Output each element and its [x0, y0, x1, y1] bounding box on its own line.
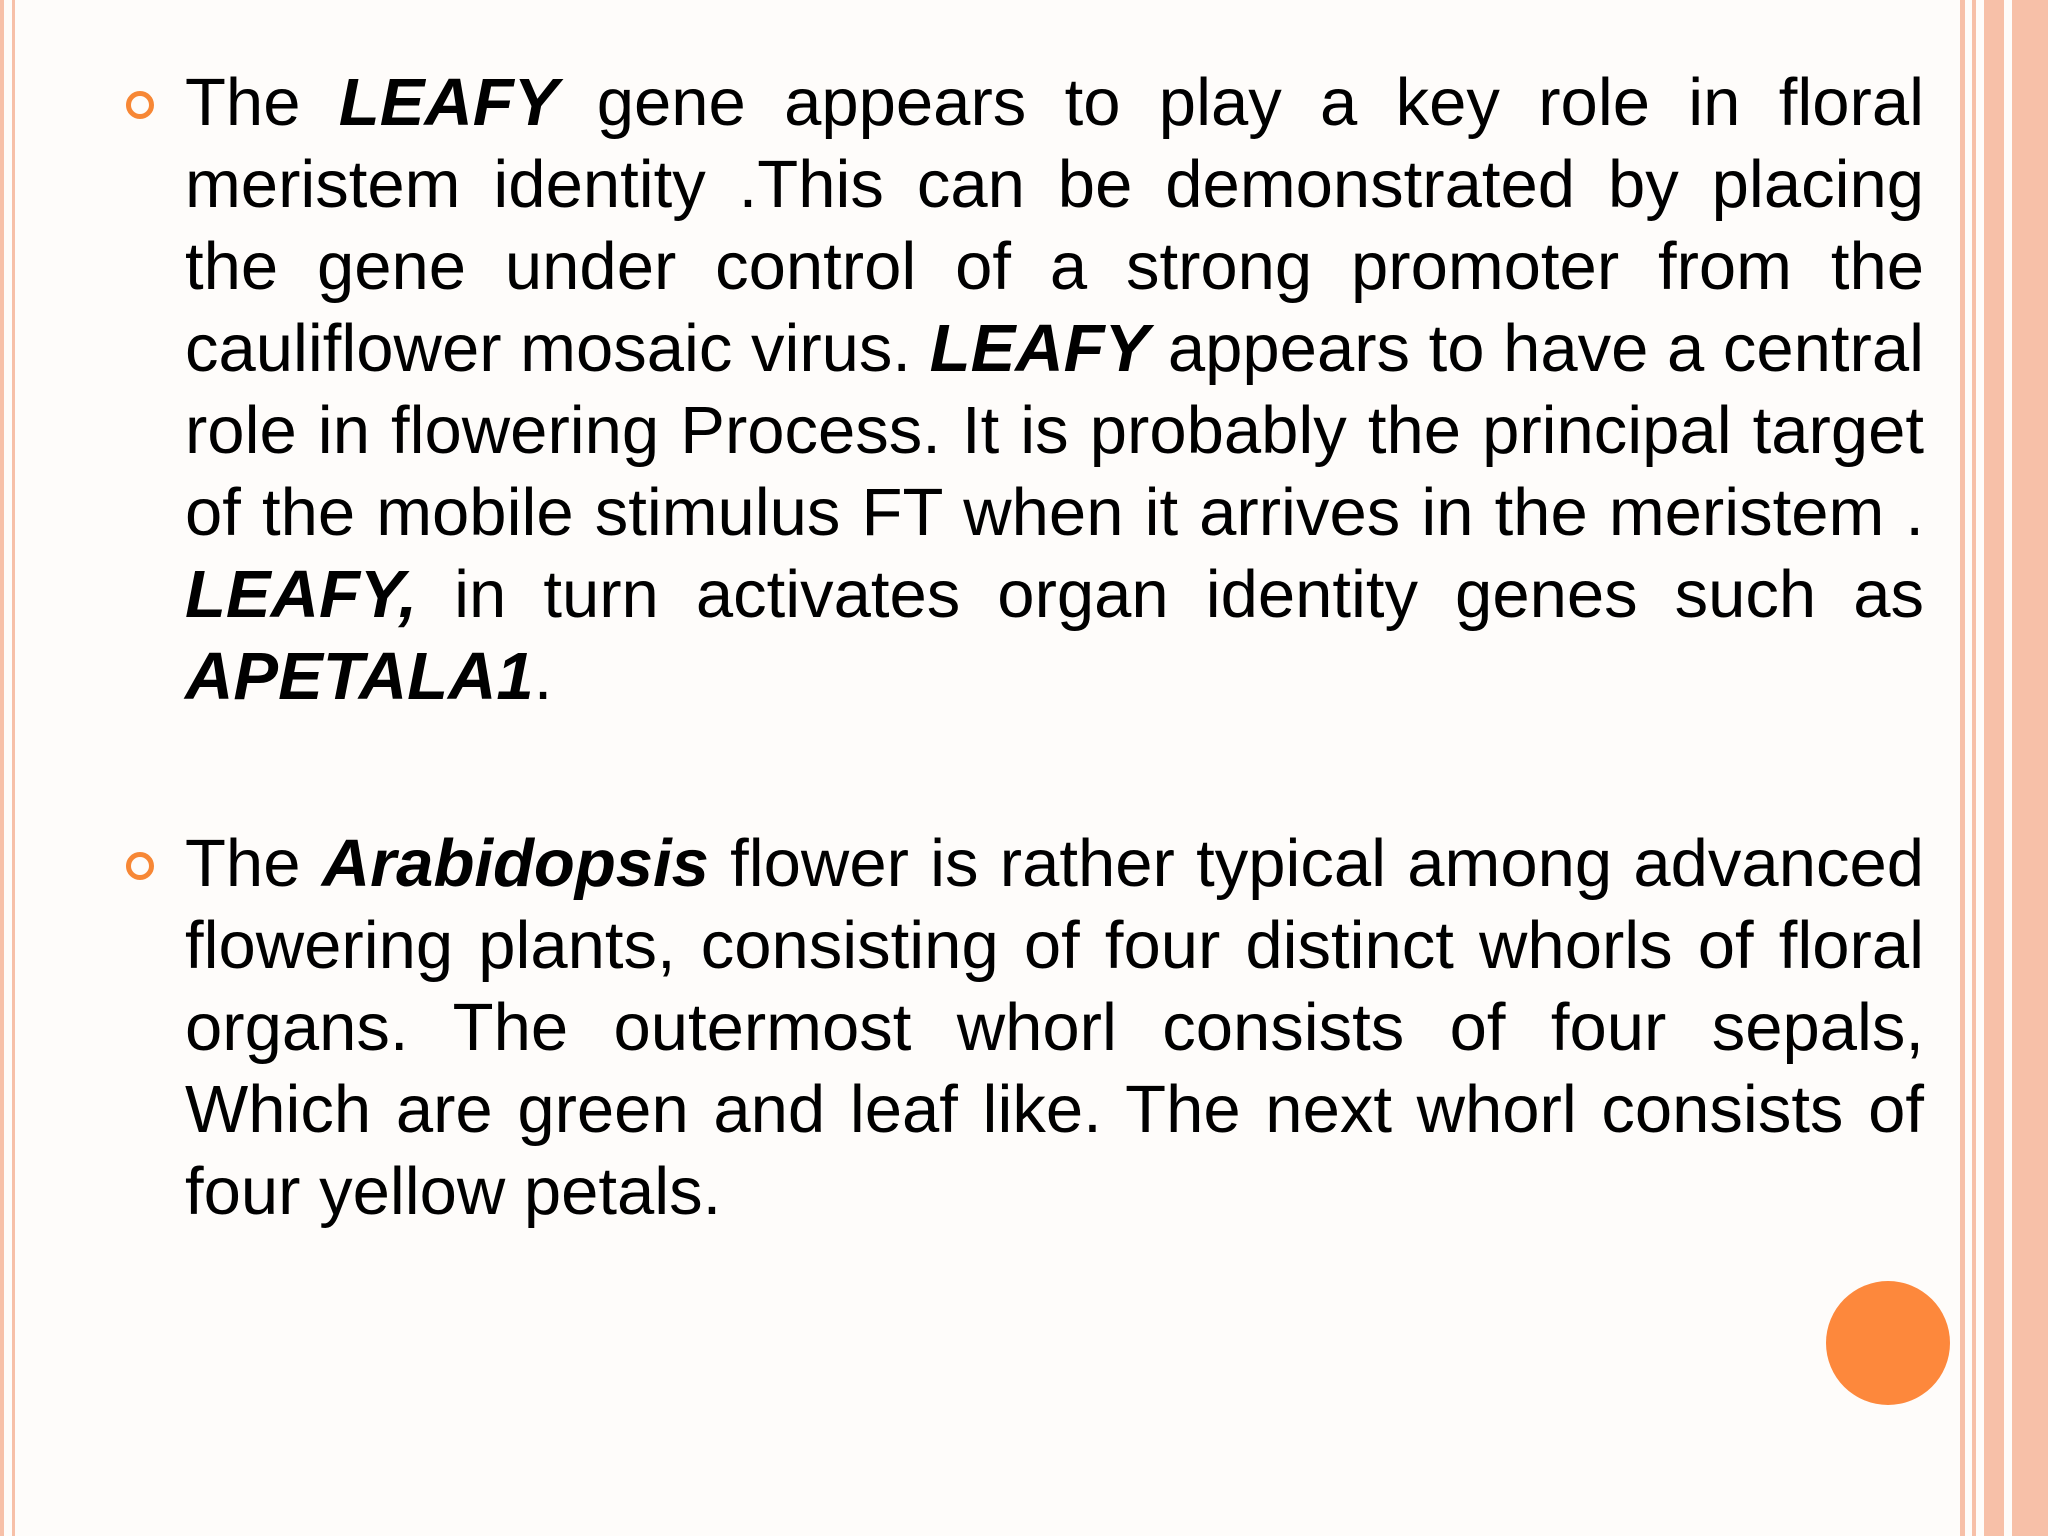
- orange-circle-decoration: [1826, 1281, 1950, 1405]
- left-stripe-outer: [0, 0, 4, 1536]
- right-stripe-thin-1: [1960, 0, 1965, 1536]
- right-stripe-wide: [1984, 0, 2004, 1536]
- bullet-text: The Arabidopsis flower is rather typical among advanced flowering plants, consisting of four distinct whorls of floral organs. The outermost whorl consists of four sepals, Which are green and leaf like. The next whorl consists of four yellow petals.: [185, 826, 1924, 1229]
- right-stripe-thin-2: [1972, 0, 1976, 1536]
- slide-content: [120, 62, 1924, 1233]
- bullet-ring-icon: [126, 91, 154, 119]
- bullet-ring-icon: [126, 852, 154, 880]
- bullet-arabidopsis: [120, 823, 1924, 1233]
- left-stripe-inner: [12, 0, 15, 1536]
- right-stripe-outer: [2012, 0, 2048, 1536]
- bullet-leafy: [120, 62, 1924, 718]
- bullet-text: The LEAFY gene appears to play a key role in floral meristem identity .This can be demonstrated by placing the gene under control of a strong promoter from the cauliflower mosaic virus. LEAFY appears to have a central role in flowering Process. It is probably the principal target of the mobile stimulus FT when it arrives in the meristem . LEAFY, in turn activates organ identity genes such as APETALA1.: [185, 65, 1925, 714]
